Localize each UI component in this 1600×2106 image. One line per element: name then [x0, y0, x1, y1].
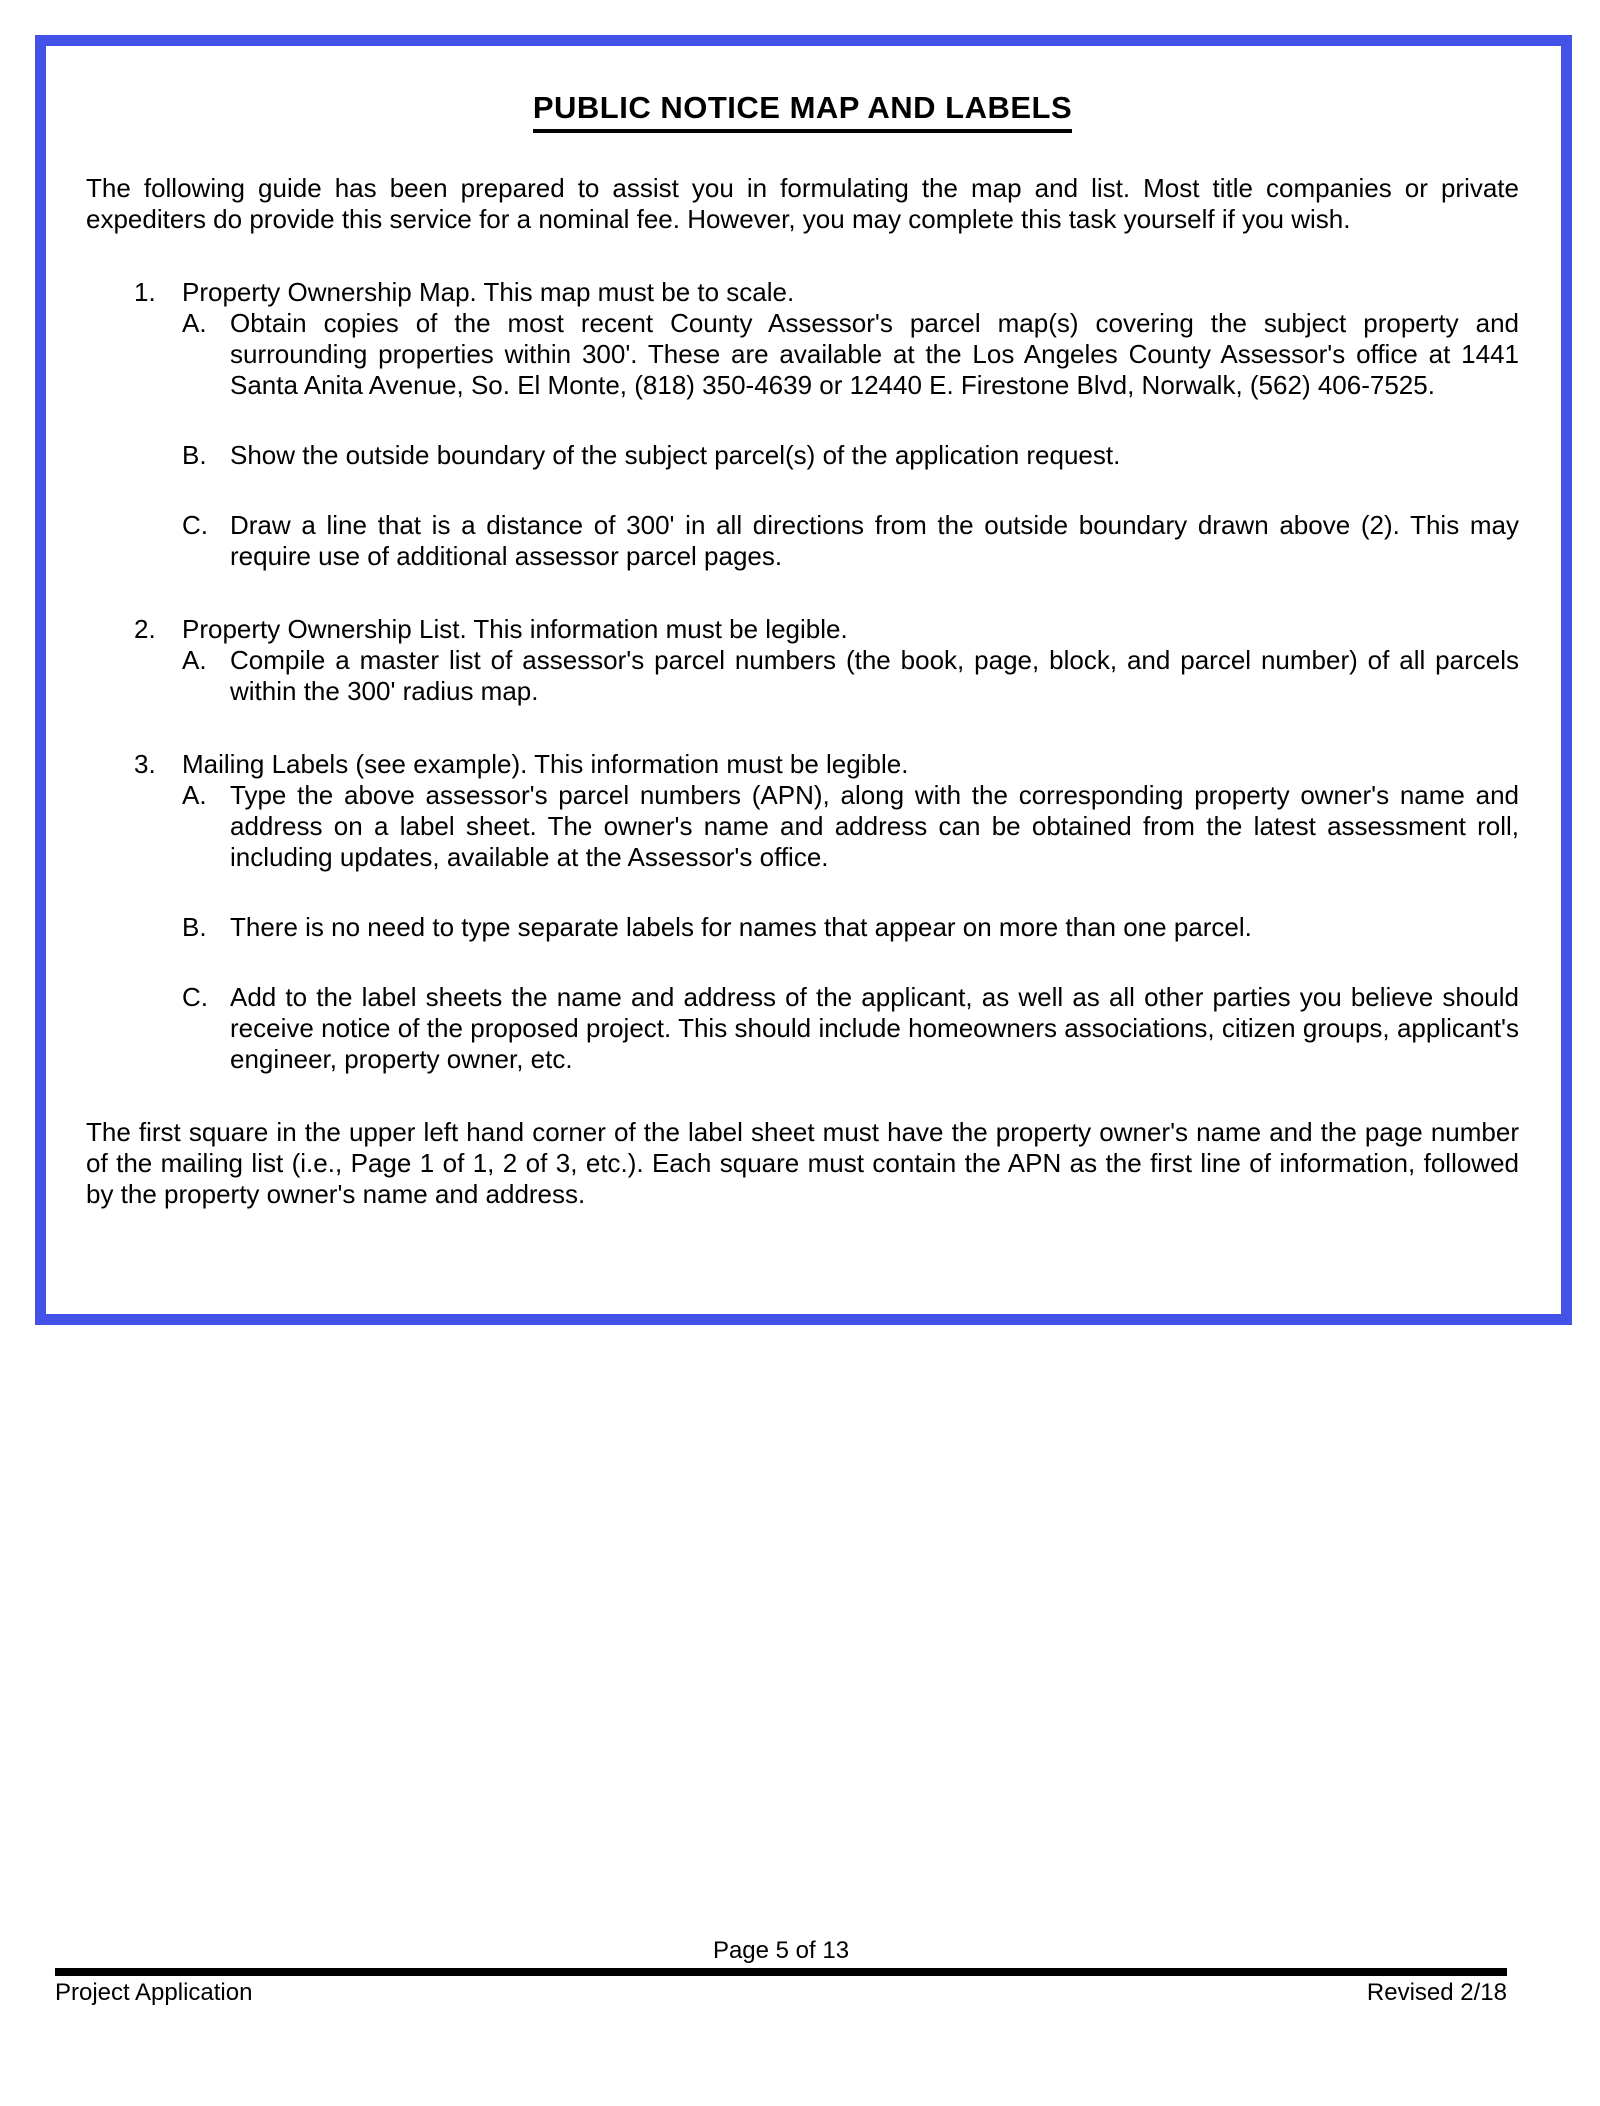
footer-divider-rule [55, 1968, 1507, 1976]
page-footer [55, 1937, 1507, 2007]
list-item-1c-letter: C. [182, 510, 208, 540]
list-item-2 [134, 614, 1519, 707]
list-item-1-heading [134, 277, 1519, 308]
page-number-indicator: Page 5 of 13 [712, 1937, 850, 1964]
list-item-2a-letter: A. [182, 645, 207, 675]
list-item-3b-letter: B. [182, 912, 207, 942]
list-item-1c [182, 510, 1519, 572]
list-item-1b-letter: B. [182, 440, 207, 470]
public-notice-bordered-box [35, 35, 1572, 1325]
intro-paragraph: The following guide has been prepared to assist you in formulating the map and list. Most title companies or private expediters do provide this service for a nominal fee. However, you may complete this task yourself if you wish. [86, 173, 1519, 234]
footer-document-name: Project Application [55, 1979, 253, 2006]
list-item-1b-text: Show the outside boundary of the subject parcel(s) of the application request. [230, 440, 1121, 470]
list-item-2a-text: Compile a master list of assessor's parcel numbers (the book, page, block, and parcel number) of all parcels within the 300' radius map. [230, 645, 1519, 706]
list-item-3a-text: Type the above assessor's parcel numbers (APN), along with the corresponding property owner's name and address on a label sheet. The owner's name and address can be obtained from the latest assessment roll, including updates, available at the Assessor's office. [230, 780, 1519, 872]
list-item-2-text: Property Ownership List. This information must be legible. [182, 614, 848, 644]
list-item-3b [182, 912, 1519, 943]
list-item-2a [182, 645, 1519, 707]
list-item-1b [182, 440, 1519, 471]
list-item-1a [182, 308, 1519, 401]
footer-revision-date: Revised 2/18 [1366, 1979, 1507, 2006]
page-title-wrap [86, 90, 1519, 133]
list-item-3-heading [134, 749, 1519, 780]
page-title: PUBLIC NOTICE MAP AND LABELS [533, 90, 1072, 133]
list-item-1a-text: Obtain copies of the most recent County Assessor's parcel map(s) covering the subject property and surrounding properties within 300'. These are available at the Los Angeles County Assessor's office at 1441 Santa Anita Avenue, So. El Monte, (818) 350-4639 or 12440 E. Firestone Blvd, Norwalk, (562) 406-7525. [230, 308, 1519, 400]
list-item-3c [182, 982, 1519, 1075]
list-item-3c-letter: C. [182, 982, 208, 1012]
list-item-2-number: 2. [134, 614, 156, 644]
footer-bottom-row [55, 1979, 1507, 2007]
list-item-3a [182, 780, 1519, 873]
list-item-1-number: 1. [134, 277, 156, 307]
list-item-3-text: Mailing Labels (see example). This information must be legible. [182, 749, 909, 779]
list-item-3 [134, 749, 1519, 1075]
list-item-3b-text: There is no need to type separate labels for names that appear on more than one parcel. [230, 912, 1252, 942]
list-item-3a-letter: A. [182, 780, 207, 810]
list-item-3-number: 3. [134, 749, 156, 779]
list-item-2-heading [134, 614, 1519, 645]
list-item-1-text: Property Ownership Map. This map must be to scale. [182, 277, 795, 307]
list-item-1 [134, 277, 1519, 572]
closing-paragraph: The first square in the upper left hand corner of the label sheet must have the property owner's name and the page number of the mailing list (i.e., Page 1 of 1, 2 of 3, etc.). Each square must contain the APN as the first line of information, followed by the property owner's name and address. [86, 1117, 1519, 1209]
list-item-1c-text: Draw a line that is a distance of 300' in all directions from the outside boundary drawn above (2). This may require use of additional assessor parcel pages. [230, 510, 1519, 571]
list-item-1a-letter: A. [182, 308, 207, 338]
list-item-3c-text: Add to the label sheets the name and address of the applicant, as well as all other parties you believe should receive notice of the proposed project. This should include homeowners associations, citizen groups, applicant's engineer, property owner, etc. [230, 982, 1519, 1074]
